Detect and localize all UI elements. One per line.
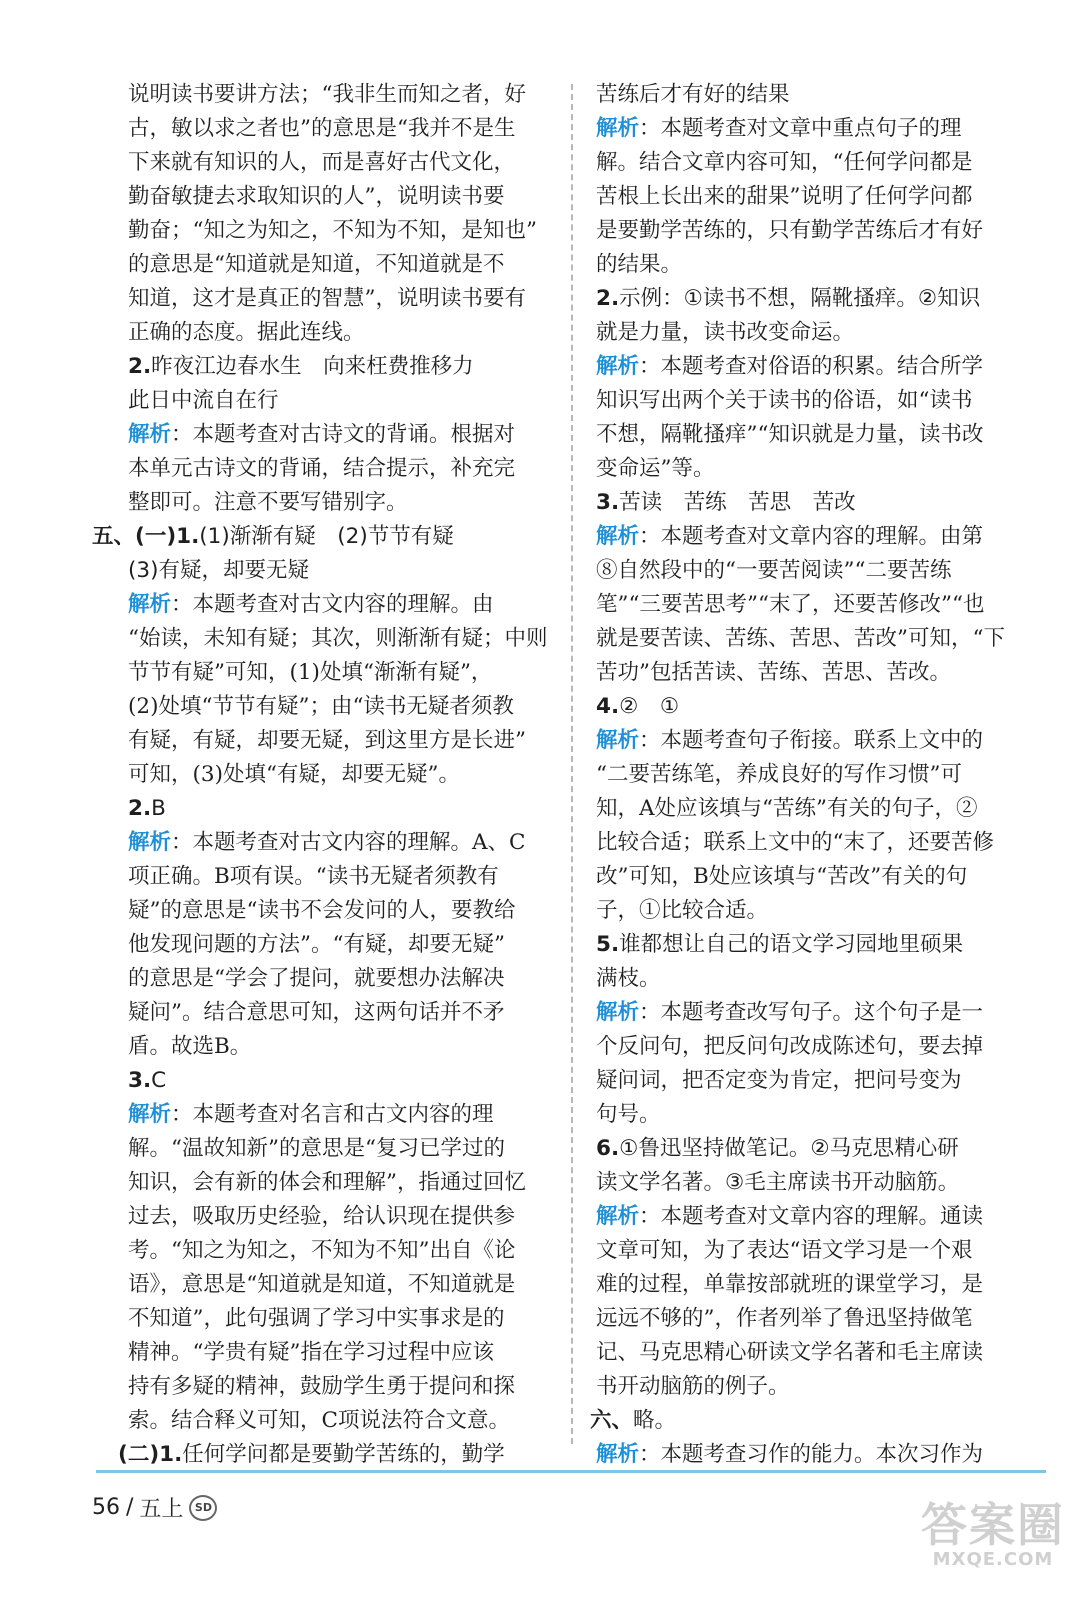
text-line: (2)处填“节节有疑”；由“读书无疑者须教 bbox=[128, 694, 514, 719]
text-line: 本单元古诗文的背诵，结合提示，补充完 bbox=[128, 456, 516, 481]
question-number: 2. bbox=[128, 354, 152, 379]
analysis-text: ：本题考查对文章中重点句子的理 bbox=[639, 116, 962, 141]
text-line: 知识写出两个关于读书的俗语，如“读书 bbox=[596, 388, 973, 413]
question-number: 3. bbox=[128, 1068, 152, 1093]
analysis-line bbox=[596, 350, 1044, 384]
question-number: 1. bbox=[176, 524, 200, 549]
analysis-label: 解析 bbox=[596, 354, 640, 379]
footer-separator: / bbox=[126, 1495, 134, 1520]
analysis-label: 解析 bbox=[596, 1204, 640, 1229]
analysis-text: ：本题考查对名言和古文内容的理 bbox=[171, 1102, 494, 1127]
text-line: 笔”“三要苦思考”“末了，还要苦修改”“也 bbox=[596, 592, 985, 617]
text-line: 盾。故选B。 bbox=[128, 1034, 252, 1059]
text-line: 比较合适；联系上文中的“末了，还要苦修 bbox=[596, 830, 994, 855]
text-line: 有疑，有疑，却要无疑，到这里方是长进” bbox=[128, 728, 526, 753]
answer-text: 略。 bbox=[633, 1408, 677, 1433]
text-line: 节节有疑”可知，(1)处填“渐渐有疑”， bbox=[128, 660, 493, 685]
text-line: 书开动脑筋的例子。 bbox=[596, 1374, 790, 1399]
text-line: 个反问句，把反问句改成陈述句，要去掉 bbox=[596, 1034, 984, 1059]
analysis-line bbox=[128, 1098, 568, 1132]
page-footer bbox=[92, 1492, 217, 1523]
text-line: 是要勤学苦练的，只有勤学苦练后才有好 bbox=[596, 218, 984, 243]
analysis-line bbox=[596, 112, 1044, 146]
text-line: 就是要苦读、苦练、苦思、苦改”可知，“下 bbox=[596, 626, 1005, 651]
analysis-line bbox=[596, 1438, 1044, 1472]
text-line: 远远不够的”，作者列举了鲁迅坚持做笔 bbox=[596, 1306, 973, 1331]
text-line: 疑”的意思是“读书不会发问的人，要教给 bbox=[128, 898, 516, 923]
text-line: 的结果。 bbox=[596, 252, 683, 277]
answer-line bbox=[596, 1132, 1044, 1166]
answer-text: 昨夜江边春水生 向来枉费推移力 bbox=[151, 354, 474, 379]
question-number: 4. bbox=[596, 694, 620, 719]
section-heading bbox=[92, 520, 568, 554]
text-line: 的意思是“学会了提问，就要想办法解决 bbox=[128, 966, 505, 991]
left-column bbox=[92, 78, 568, 1472]
analysis-line bbox=[596, 724, 1044, 758]
question-number: 1. bbox=[159, 1442, 183, 1467]
answer-line bbox=[128, 792, 568, 826]
analysis-label: 解析 bbox=[596, 1000, 640, 1025]
text-line: 项正确。B项有误。“读书无疑者须教有 bbox=[128, 864, 499, 889]
text-line: 下来就有知识的人，而是喜好古代文化， bbox=[128, 150, 516, 175]
answer-text: C bbox=[151, 1068, 167, 1093]
text-line: 不想，隔靴搔痒”“知识就是力量，读书改 bbox=[596, 422, 984, 447]
section-heading bbox=[590, 1404, 1044, 1438]
edition-badge: SD bbox=[189, 1495, 217, 1521]
text-line: “二要苦练笔，养成良好的写作习惯”可 bbox=[596, 762, 962, 787]
text-line: 持有多疑的精神，鼓励学生勇于提问和探 bbox=[128, 1374, 516, 1399]
answer-line: 满枝。 bbox=[596, 966, 661, 991]
text-line: 疑问”。结合意思可知，这两句话并不矛 bbox=[128, 1000, 505, 1025]
analysis-text: ：本题考查习作的能力。本次习作为 bbox=[639, 1442, 984, 1467]
text-line: 变命运”等。 bbox=[596, 456, 715, 481]
analysis-line bbox=[596, 996, 1044, 1030]
watermark-text: 答案圈 bbox=[921, 1498, 1065, 1552]
text-line: 解。“温故知新”的意思是“复习已学过的 bbox=[128, 1136, 505, 1161]
analysis-line bbox=[128, 826, 568, 860]
footer-divider bbox=[96, 1470, 1046, 1473]
section-heading bbox=[118, 1438, 568, 1472]
answer-text: 任何学问都是要勤学苦练的，勤学 bbox=[182, 1442, 505, 1467]
answer-line: (3)有疑，却要无疑 bbox=[128, 558, 309, 583]
text-line: 的意思是“知道就是知道，不知道就是不 bbox=[128, 252, 505, 277]
answer-text: 苦读 苦练 苦思 苦改 bbox=[619, 490, 856, 515]
section-label: (二) bbox=[118, 1442, 160, 1467]
text-line: 疑问词，把否定变为肯定，把问号变为 bbox=[596, 1068, 962, 1093]
analysis-label: 解析 bbox=[596, 1442, 640, 1467]
question-number: 2. bbox=[596, 286, 620, 311]
text-line: 说明读书要讲方法；“我非生而知之者，好 bbox=[128, 82, 526, 107]
grade-label: 五上 bbox=[139, 1497, 184, 1522]
text-line: 知道，这才是真正的智慧”，说明读书要有 bbox=[128, 286, 526, 311]
answer-line: 读文学名著。③毛主席读书开动脑筋。 bbox=[596, 1170, 960, 1195]
text-line: 勤奋；“知之为知之，不知为不知，是知也” bbox=[128, 218, 537, 243]
answer-line: 就是力量，读书改变命运。 bbox=[596, 320, 855, 345]
answer-line bbox=[596, 690, 1044, 724]
question-number: 2. bbox=[128, 796, 152, 821]
analysis-line bbox=[128, 418, 568, 452]
answer-line bbox=[596, 486, 1044, 520]
answer-text: (1)渐渐有疑 (2)节节有疑 bbox=[199, 524, 454, 549]
text-line: 改”可知，B处应该填与“苦改”有关的句 bbox=[596, 864, 968, 889]
analysis-text: ：本题考查对古文内容的理解。A、C bbox=[171, 830, 526, 855]
question-number: 5. bbox=[596, 932, 620, 957]
answer-text: 示例：①读书不想，隔靴搔痒。②知识 bbox=[619, 286, 981, 311]
text-line: 解。结合文章内容可知，“任何学问都是 bbox=[596, 150, 973, 175]
text-line: 语》，意思是“知道就是知道，不知道就是 bbox=[128, 1272, 516, 1297]
analysis-text: ：本题考查对文章内容的理解。通读 bbox=[639, 1204, 984, 1229]
analysis-label: 解析 bbox=[128, 830, 172, 855]
answer-text: ①鲁迅坚持做笔记。②马克思精心研 bbox=[619, 1136, 959, 1161]
text-line: 可知，(3)处填“有疑，却要无疑”。 bbox=[128, 762, 460, 787]
analysis-text: ：本题考查对古诗文的背诵。根据对 bbox=[171, 422, 516, 447]
right-column bbox=[590, 78, 1044, 1472]
analysis-text: ：本题考查改写句子。这个句子是一 bbox=[639, 1000, 984, 1025]
answer-text: 谁都想让自己的语文学习园地里硕果 bbox=[619, 932, 964, 957]
analysis-text: ：本题考查对俗语的积累。结合所学 bbox=[639, 354, 984, 379]
text-line: 古，敏以求之者也”的意思是“我并不是生 bbox=[128, 116, 516, 141]
answer-line bbox=[596, 282, 1044, 316]
answer-line bbox=[128, 350, 568, 384]
text-line: 苦根上长出来的甜果”说明了任何学问都 bbox=[596, 184, 973, 209]
question-number: 6. bbox=[596, 1136, 620, 1161]
answer-line: 此日中流自在行 bbox=[128, 388, 279, 413]
analysis-label: 解析 bbox=[128, 592, 172, 617]
text-line: 不知道”，此句强调了学习中实事求是的 bbox=[128, 1306, 505, 1331]
text-line: 整即可。注意不要写错别字。 bbox=[128, 490, 408, 515]
text-line: 知，A处应该填与“苦练”有关的句子，② bbox=[596, 796, 978, 821]
analysis-label: 解析 bbox=[128, 422, 172, 447]
answer-line: 苦练后才有好的结果 bbox=[596, 82, 790, 107]
analysis-line bbox=[596, 520, 1044, 554]
page-number: 56 bbox=[92, 1495, 120, 1520]
answer-line bbox=[596, 928, 1044, 962]
column-divider bbox=[571, 84, 573, 1444]
text-line: 正确的态度。据此连线。 bbox=[128, 320, 365, 345]
analysis-text: ：本题考查句子衔接。联系上文中的 bbox=[639, 728, 984, 753]
text-line: 勤奋敏捷去求取知识的人”，说明读书要 bbox=[128, 184, 505, 209]
text-line: 他发现问题的方法”。“有疑，却要无疑” bbox=[128, 932, 505, 957]
section-label: 五、(一) bbox=[92, 524, 177, 549]
text-line: 考。“知之为知之，不知为不知”出自《论 bbox=[128, 1238, 516, 1263]
analysis-label: 解析 bbox=[596, 116, 640, 141]
analysis-text: ：本题考查对文章内容的理解。由第 bbox=[639, 524, 984, 549]
text-line: 精神。“学贵有疑”指在学习过程中应该 bbox=[128, 1340, 494, 1365]
analysis-label: 解析 bbox=[128, 1102, 172, 1127]
watermark-url: MXQE.COM bbox=[932, 1549, 1054, 1570]
text-line: 知识，会有新的体会和理解”，指通过回忆 bbox=[128, 1170, 526, 1195]
section-label: 六、 bbox=[590, 1408, 634, 1433]
text-line: 过去，吸取历史经验，给认识现在提供参 bbox=[128, 1204, 516, 1229]
analysis-line bbox=[128, 588, 568, 622]
text-line: 记、马克思精心研读文学名著和毛主席读 bbox=[596, 1340, 984, 1365]
text-line: 索。结合释义可知，C项说法符合文意。 bbox=[128, 1408, 510, 1433]
answer-text: ② ① bbox=[619, 694, 680, 719]
answer-text: B bbox=[151, 796, 166, 821]
analysis-text: ：本题考查对古文内容的理解。由 bbox=[171, 592, 494, 617]
text-line: ⑧自然段中的“一要苦阅读”“二要苦练 bbox=[596, 558, 952, 583]
text-line: “始读，未知有疑；其次，则渐渐有疑；中则 bbox=[128, 626, 548, 651]
text-line: 文章可知，为了表达“语文学习是一个艰 bbox=[596, 1238, 973, 1263]
text-line: 句号。 bbox=[596, 1102, 661, 1127]
text-line: 难的过程，单靠按部就班的课堂学习，是 bbox=[596, 1272, 984, 1297]
analysis-label: 解析 bbox=[596, 524, 640, 549]
text-line: 子，①比较合适。 bbox=[596, 898, 769, 923]
question-number: 3. bbox=[596, 490, 620, 515]
text-line: 苦功”包括苦读、苦练、苦思、苦改。 bbox=[596, 660, 951, 685]
answer-line bbox=[128, 1064, 568, 1098]
analysis-label: 解析 bbox=[596, 728, 640, 753]
analysis-line bbox=[596, 1200, 1044, 1234]
watermark-logo bbox=[918, 1500, 1068, 1570]
